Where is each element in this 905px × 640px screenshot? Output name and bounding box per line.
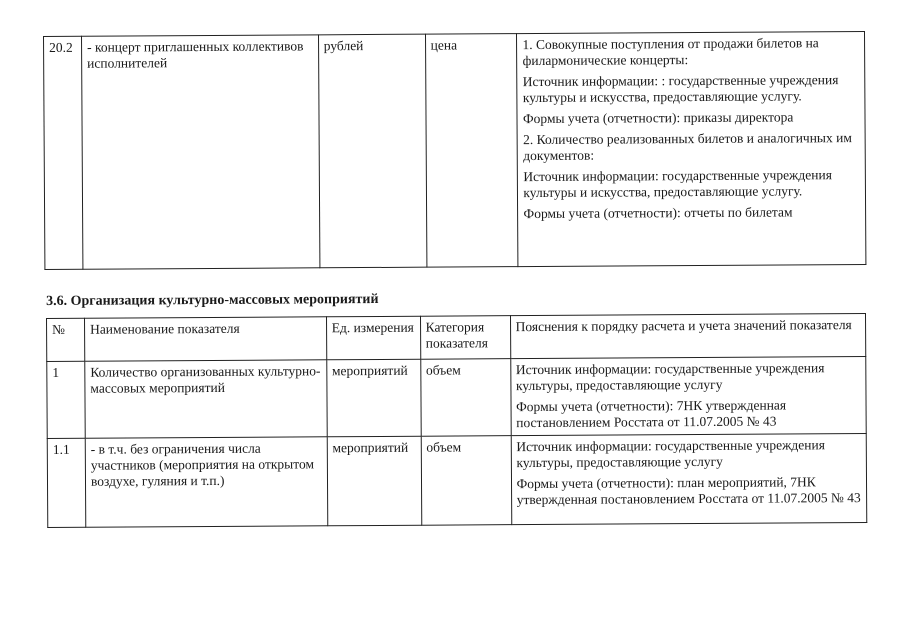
explanation-line: Источник информации: государственные учреждения культуры и искусства, предоставляющие услугу. xyxy=(523,167,832,201)
explanation-line: Источник информации: государственные учреждения культуры, предоставляющие услугу xyxy=(516,437,825,471)
indicator-name: - концерт приглашенных коллективов исполнителей xyxy=(81,35,319,269)
header-category: Категория показателя xyxy=(420,316,510,360)
table-row xyxy=(44,31,866,269)
explanation-cell xyxy=(517,31,866,266)
row-number: 1 xyxy=(47,361,85,438)
section-heading: 3.6. Организация культурно-массовых мероприятий xyxy=(46,291,379,309)
unit-cell: мероприятий xyxy=(327,436,422,526)
explanation-line: Источник информации: государственные учреждения культуры, предоставляющие услугу xyxy=(515,360,825,394)
row-number: 20.2 xyxy=(44,36,83,269)
header-number: № xyxy=(47,318,85,361)
header-unit: Ед. измерения xyxy=(326,316,420,360)
explanation-cell xyxy=(511,433,867,524)
explanation-line: Формы учета (отчетности): приказы директора xyxy=(522,109,794,127)
table-row xyxy=(47,433,867,527)
category-cell: объем xyxy=(420,359,510,437)
row-number: 1.1 xyxy=(47,438,86,527)
category-cell: объем xyxy=(421,436,511,526)
explanation-cell xyxy=(510,356,866,435)
indicator-name: Количество организованных культурно-массовых мероприятий xyxy=(85,360,327,438)
explanation-line: Формы учета (отчетности): план мероприятий, 7НК утвержденная постановлением Росстата от 11.07.2005 № 43 xyxy=(516,474,861,508)
events-table xyxy=(46,313,867,528)
explanation-line: Формы учета (отчетности): 7НК утвержденная постановлением Росстата от 11.07.2005 № 43 xyxy=(516,397,787,431)
table-header-row xyxy=(47,313,866,361)
header-name: Наименование показателя xyxy=(84,317,326,361)
indicator-name: - в т.ч. без ограничения числа участников (мероприятия на открытом воздухе, гуляния и т.п.) xyxy=(85,437,327,527)
explanation-line: Формы учета (отчетности): отчеты по билетам xyxy=(523,204,793,222)
explanation-line: 2. Количество реализованных билетов и аналогичных им документов: xyxy=(523,130,852,164)
explanation-line: 1. Совокупные поступления от продажи билетов на филармонические концерты: xyxy=(522,35,819,69)
table-row xyxy=(47,356,866,438)
header-explanations: Пояснения к порядку расчета и учета значений показателя xyxy=(510,313,866,358)
unit-cell: рублей xyxy=(318,34,426,268)
explanation-line: Источник информации: : государственные учреждения культуры и искусства, предоставляющие услугу. xyxy=(522,72,839,106)
continuation-table xyxy=(43,31,866,270)
category-cell: цена xyxy=(425,34,518,268)
unit-cell: мероприятий xyxy=(326,359,420,437)
